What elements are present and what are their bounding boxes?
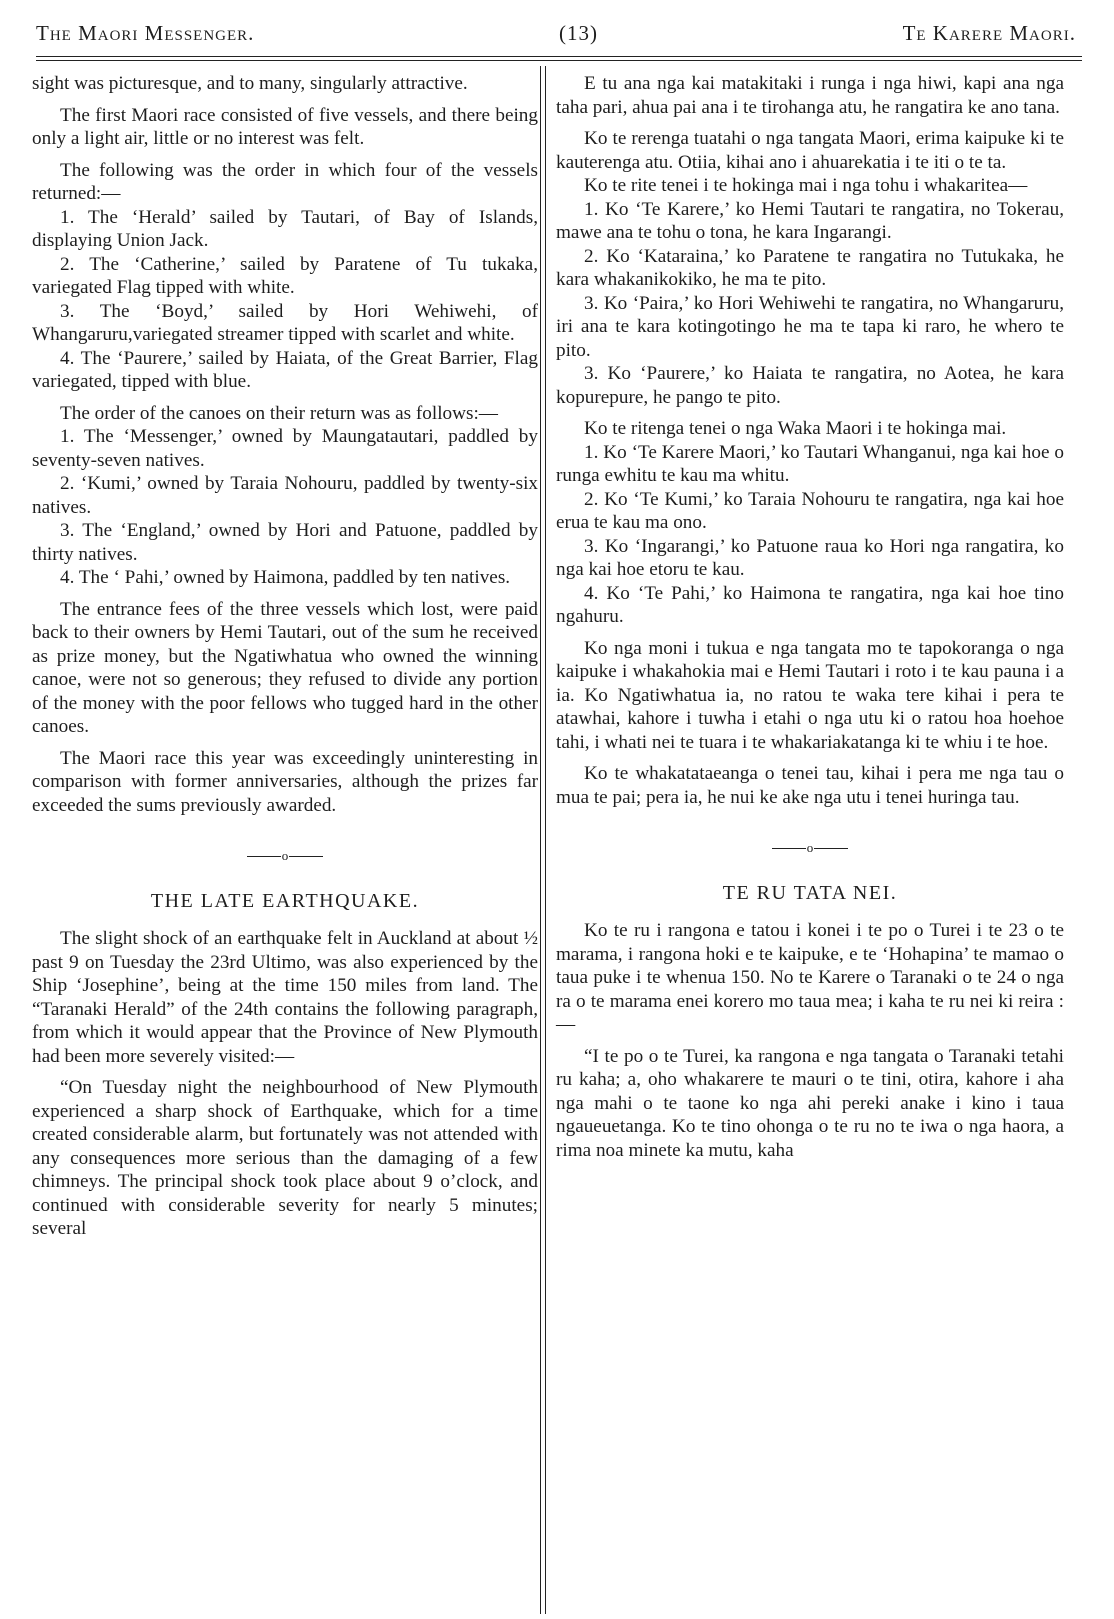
paragraph: sight was picturesque, and to many, singularly attractive. bbox=[32, 73, 468, 94]
list-item: 2. Ko ‘Te Kumi,’ ko Taraia Nohouru te rangatira, nga kai hoe erua te kau ma ono. bbox=[556, 488, 1064, 533]
vessel-list bbox=[556, 198, 1064, 410]
paragraph: The following was the order in which four of the vessels returned:— bbox=[32, 159, 538, 204]
list-item: 1. Ko ‘Te Karere,’ ko Hemi Tautari te rangatira, no Tokerau, mawe ana te tohu o tona, he kara Ingarangi. bbox=[556, 198, 1064, 243]
column-divider-b bbox=[545, 66, 546, 1614]
paragraph: Ko te ritenga tenei o nga Waka Maori i te hokinga mai. bbox=[584, 418, 1007, 439]
header-title-english: The Maori Messenger. bbox=[36, 20, 255, 45]
page-number: (13) bbox=[559, 20, 598, 45]
list-item: 2. Ko ‘Kataraina,’ ko Paratene te rangatira no Tutukaka, he kara whakanikokiko, he ma te pito. bbox=[556, 245, 1064, 290]
vessel-list bbox=[32, 206, 538, 394]
list-item: 3. Ko ‘Paurere,’ ko Haiata te rangatira, no Aotea, he kara kopurepure, he pango te pito. bbox=[556, 363, 1064, 408]
paragraph: The Maori race this year was exceedingly uninteresting in comparison with former anniversaries, although the prizes far exceeded the sums previously awarded. bbox=[32, 747, 538, 816]
paragraph: Ko te rerenga tuatahi o nga tangata Maori, erima kaipuke ki te kauterenga atu. Otiia, kihai ano i ahuarekatia i te iti o te ta. bbox=[556, 128, 1064, 173]
column-divider-a bbox=[540, 66, 541, 1614]
list-item: 4. Ko ‘Te Pahi,’ ko Haimona te rangatira, nga kai hoe tino ngahuru. bbox=[556, 582, 1064, 627]
header-rule-secondary bbox=[36, 60, 1082, 61]
paragraph: Ko te whakatataeanga o tenei tau, kihai i pera me nga tau o mua te pai; pera ia, he nui ke ake nga utu i tenei huringa tau. bbox=[556, 763, 1064, 808]
list-item: 2. ‘Kumi,’ owned by Taraia Nohouru, paddled by twenty-six natives. bbox=[32, 473, 538, 518]
list-item: 3. Ko ‘Ingarangi,’ ko Patuone raua ko Hori nga rangatira, ko nga kai hoe etoru te kau. bbox=[556, 535, 1064, 580]
paragraph: The slight shock of an earthquake felt in Auckland at about ½ past 9 on Tuesday the 23rd Ultimo, was also experienced by the Ship ‘Josephine’, being at the time 150 miles from land. The “Taranaki Herald” of the 24th contains the following paragraph, from which it would appear that the Province of New Plymouth had been more severely visited:— bbox=[32, 928, 538, 1067]
list-item: 4. The ‘ Pahi,’ owned by Haimona, paddled by ten natives. bbox=[60, 567, 511, 588]
section-separator: o bbox=[32, 843, 538, 868]
paragraph: The entrance fees of the three vessels which lost, were paid back to their owners by Hemi Tautari, out of the sum he received as prize money, but the Ngatiwhatua who owned the winning canoe, were not so generous; they refused to divide any portion of the money with the poor fellows who tugged hard in the other canoes. bbox=[32, 598, 538, 737]
section-heading: TE RU TATA NEI. bbox=[722, 881, 898, 904]
paragraph: “On Tuesday night the neighbourhood of New Plymouth experienced a sharp shock of Earthquake, which for a time created considerable alarm, but fortunately was not attended with any consequences more serious than the damaging of a few chimneys. The principal shock took place about 9 o’clock, and continued with considerable severity for nearly 5 minutes; several bbox=[32, 1077, 538, 1240]
section-separator: o bbox=[556, 835, 1064, 860]
list-item: 2. The ‘Catherine,’ sailed by Paratene of Tu tukaka, variegated Flag tipped with white. bbox=[32, 253, 538, 298]
list-item: 1. The ‘Messenger,’ owned by Maungatautari, paddled by seventy-seven natives. bbox=[32, 426, 538, 471]
list-item: 3. The ‘England,’ owned by Hori and Patuone, paddled by thirty natives. bbox=[32, 520, 538, 565]
section-heading: THE LATE EARTHQUAKE. bbox=[150, 889, 420, 912]
paragraph: Ko te ru i rangona e tatou i konei i te po o Turei i te 23 o te marama, i rangona hoki e te kaipuke, e te ‘Hohapina’ te mamao o taua puke i te whenua 150. No te Karere o Taranaki o te 24 o nga ra o te marama enei korero mo taua mea; i kaha te ru nei ki reira :— bbox=[556, 920, 1064, 1036]
canoe-list bbox=[556, 441, 1064, 629]
paragraph: The first Maori race consisted of five vessels, and there being only a light air, little or no interest was felt. bbox=[32, 104, 538, 149]
list-item: 4. The ‘Paurere,’ sailed by Haiata, of the Great Barrier, Flag variegated, tipped with blue. bbox=[32, 347, 538, 392]
list-item: 1. The ‘Herald’ sailed by Tautari, of Bay of Islands, displaying Union Jack. bbox=[32, 206, 538, 251]
list-item: 3. Ko ‘Paira,’ ko Hori Wehiwehi te rangatira, no Whangaruru, iri ana te kara kotingotingo he ma te tapa ki raro, he whero te pito. bbox=[556, 292, 1064, 361]
header-title-maori: Te Karere Maori. bbox=[902, 20, 1076, 45]
maori-column bbox=[556, 72, 1064, 1170]
header-rule bbox=[36, 56, 1082, 57]
paragraph: Ko te rite tenei i te hokinga mai i nga tohu i whakaritea— bbox=[584, 175, 1028, 196]
paragraph: E tu ana nga kai matakitaki i runga i nga hiwi, kapi ana nga taha pari, ahua pai ana i te tirohanga atu, he rangatira ke ano tana. bbox=[556, 73, 1064, 118]
list-item: 1. Ko ‘Te Karere Maori,’ ko Tautari Whanganui, nga kai hoe o runga ewhitu te kau ma whitu. bbox=[556, 441, 1064, 486]
page-header bbox=[36, 18, 1076, 48]
canoe-list bbox=[32, 425, 538, 590]
english-column bbox=[32, 72, 538, 1249]
paragraph: Ko nga moni i tukua e nga tangata mo te tapokoranga o nga kaipuke i whakahokia mai e Hemi Tautari i roto i te kau pauna i a ia. Ko Ngatiwhatua ia, no ratou te waka tere kihai i pera te atawhai, kahore i tuwha i etahi o nga utu ki o ratou hoa hoehoe tahi, i whati nei te tuara i te whakariakatanga ki te whiu i te hoe. bbox=[556, 637, 1064, 753]
paragraph: “I te po o te Turei, ka rangona e nga tangata o Taranaki tetahi ru kaha; a, oho whakarere te mauri o te tini, otira, kahore i aha nga mahi o te taone ko nga ahi pereki anake i kino i taua ngaueuetanga. Ko te tino ohonga o te ru no te iwa o nga haora, a rima noa minete ka mutu, kaha bbox=[556, 1045, 1064, 1161]
paragraph: The order of the canoes on their return was as follows:— bbox=[60, 402, 498, 424]
list-item: 3. The ‘Boyd,’ sailed by Hori Wehiwehi, of Whangaruru,variegated streamer tipped with scarlet and white. bbox=[32, 300, 538, 345]
